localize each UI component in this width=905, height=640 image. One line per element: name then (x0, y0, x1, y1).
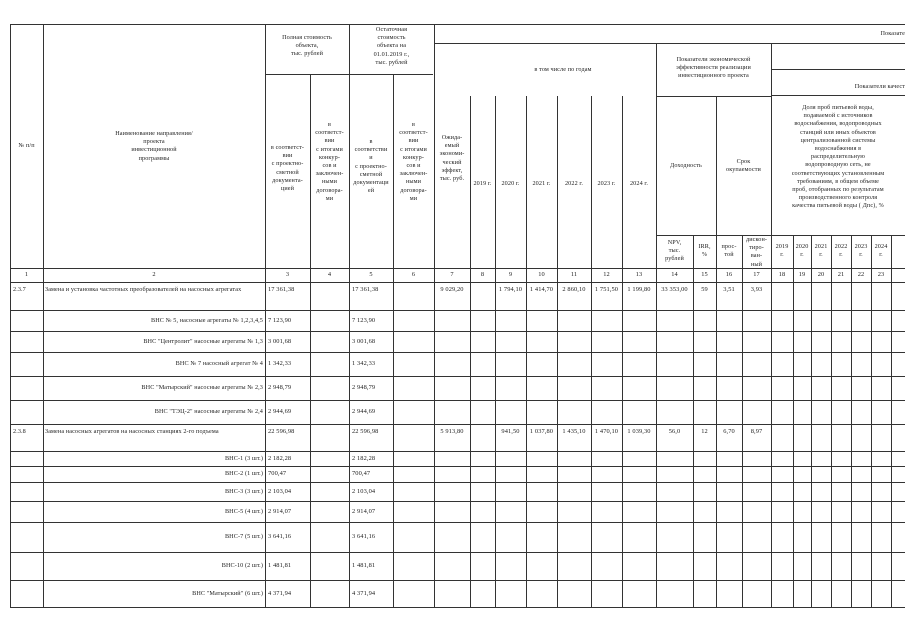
row-name: ВНС "Центролит" насосные агрегаты № 1,3 (143, 337, 263, 345)
header-q-2019: 2019 г. (775, 243, 789, 259)
header-year-2022: 2022 г. (564, 180, 583, 187)
row-value-c5: 17 361,38 (352, 286, 379, 293)
row-value-c7: 9 029,20 (440, 286, 464, 293)
row-value-c15: 59 (701, 286, 708, 293)
row-value-c3: 2 103,04 (268, 487, 292, 495)
header-q-2021: 2021 г. (814, 243, 828, 259)
header-q-2020: 2020 г. (795, 243, 809, 259)
header-col5: в соответстви и с проектно- сметной документаци ей (353, 138, 389, 195)
row-value-c11: 1 435,10 (562, 428, 586, 435)
row-value-c3: 1 342,33 (268, 360, 292, 367)
column-index-cell: 9 (508, 271, 513, 278)
header-q-2024: 2024 г. (874, 243, 888, 259)
header-col3: в соответст- вии с проектно- сметной документа- цией (270, 144, 305, 193)
row-name: ВНС-2 (1 шт.) (224, 470, 263, 477)
row-value-c5: 3 641,16 (352, 533, 376, 540)
header-profitability: Доходность (670, 162, 702, 169)
column-index-cell: 7 (450, 271, 454, 278)
row-value-c13: 1 039,30 (627, 428, 651, 435)
header-name: Наименование направления/ проекта инвестиционной программы (115, 130, 193, 162)
row-value-c5: 7 123,90 (352, 316, 376, 324)
row-name: ВНС-3 (3 шт.) (224, 487, 263, 495)
row-value-c3: 17 361,38 (268, 286, 295, 293)
row-value-c3: 1 481,81 (268, 562, 292, 569)
row-name: ВНС № 7 насосный агрегат № 4 (175, 360, 263, 367)
header-residual-cost: Остаточная стоимость объекта на 01.01.2019 г., тыс. рублей (373, 26, 410, 66)
header-year-2021: 2021 г. (532, 180, 551, 187)
row-value-c5: 2 182,28 (352, 454, 376, 462)
column-index-cell: 2 (152, 271, 156, 278)
row-value-c3: 2 948,79 (268, 384, 292, 391)
row-value-c11: 2 860,10 (562, 286, 586, 293)
column-index-cell: 14 (671, 271, 678, 278)
column-index-cell: 4 (327, 271, 332, 278)
header-efficiency: Показатели экономической эффективности реализации инвестиционного проекта (676, 56, 751, 80)
row-name: ВНС "ТЭЦ-2" насосные агрегаты № 2,4 (154, 408, 263, 415)
row-value-c15: 12 (701, 428, 708, 435)
row-value-c5: 22 596,98 (352, 428, 379, 435)
header-payback: Срок окупаемости (726, 158, 761, 174)
header-discounted: дискон- тиро- ван- ный (745, 236, 768, 268)
row-name: ВНС-10 (2 шт.) (221, 562, 263, 569)
row-value-c14: 33 353,00 (661, 286, 688, 293)
column-index-cell: 3 (285, 271, 290, 278)
header-expected-effect: Ожида- емый экономи- ческий эффект, тыс. руб. (439, 134, 465, 183)
row-value-c3: 2 944,69 (268, 408, 292, 415)
row-value-c5: 2 944,69 (352, 408, 376, 415)
row-value-c10: 1 414,70 (529, 286, 554, 293)
column-index-cell: 16 (725, 271, 733, 278)
row-value-c3: 2 182,28 (268, 454, 292, 462)
header-by-years: в том числе по годам (534, 66, 592, 73)
column-index-cell: 1 (24, 271, 29, 278)
column-index-cell: 20 (817, 271, 825, 278)
header-col6: в соответст- вии с итогами конкур- сов и заключен- ными договора- ми (399, 121, 428, 202)
row-value-c3: 2 914,07 (268, 507, 292, 515)
column-index-cell: 10 (538, 271, 545, 278)
header-indicators-cut: Показате (880, 30, 905, 37)
row-name: ВНС № 5, насосные агрегаты № 1,2,3,4,5 (150, 316, 263, 324)
header-year-2024: 2024 г. (629, 180, 648, 187)
column-index-cell: 13 (635, 271, 643, 278)
row-value-c12: 1 751,50 (594, 286, 619, 293)
column-index-cell: 18 (778, 271, 786, 278)
row-value-c5: 1 481,81 (352, 562, 376, 569)
column-index-cell: 15 (701, 271, 708, 278)
row-value-c16: 3,51 (723, 286, 735, 293)
row-value-c3: 700,47 (268, 470, 287, 477)
header-num: № п/п (18, 142, 35, 149)
column-index-cell: 17 (753, 271, 760, 278)
header-irr: IRR, % (698, 243, 711, 259)
header-col4: в соответст- вии с итогами конкур- сов и заключен- ными договора- ми (315, 121, 344, 202)
row-name: ВНС-1 (3 шт.) (224, 454, 263, 462)
row-value-c17: 8,97 (750, 428, 763, 435)
column-index-cell: 22 (857, 271, 865, 278)
row-value-c7: 5 913,80 (440, 428, 464, 435)
row-name: Замена и установка частотных преобразователей на насосных агрегатах (45, 286, 242, 293)
header-year-2020: 2020 г. (501, 180, 520, 187)
row-value-c9: 1 794,10 (498, 286, 523, 293)
row-value-c14: 56,0 (668, 428, 681, 435)
row-value-c12: 1 470,10 (594, 428, 619, 435)
header-year-2019: 2019 г. (473, 180, 492, 187)
row-value-c5: 700,47 (352, 470, 371, 477)
row-name: Замена насосных агрегатов на насосных станциях 2-го подъема (45, 428, 219, 435)
row-value-c10: 1 037,80 (529, 428, 554, 435)
column-index-cell: 21 (837, 271, 845, 278)
header-year-2023: 2023 г. (597, 180, 616, 187)
row-value-c3: 4 371,94 (268, 589, 292, 597)
row-value-c13: 1 199,80 (627, 286, 651, 293)
header-q-2023: 2023 г. (854, 243, 868, 259)
row-value-c5: 2 948,79 (352, 384, 376, 391)
row-number: 2.3.8 (13, 428, 26, 435)
row-value-c16: 6,70 (723, 428, 735, 435)
row-value-c5: 4 371,94 (352, 589, 376, 597)
header-water-share: Доля проб питьевой воды, подаваемой с источников водоснабжения, водопроводных станций или иных объектов централизованной системы водоснабжения в распределительную водопроводную сеть, не соответствующих установленным требованиям, в общем объеме проб, отобранных по результатам производственного контроля качества питьевой воды ( Дпс), % (791, 104, 885, 210)
row-number: 2.3.7 (13, 286, 26, 293)
row-value-c3: 3 001,68 (268, 337, 292, 345)
header-simple: прос- той (721, 243, 737, 259)
row-value-c3: 22 596,98 (268, 428, 295, 435)
row-name: ВНС-7 (5 шт.) (224, 533, 263, 540)
header-full-cost: Полная стоимость объекта, тыс. рублей (282, 34, 332, 58)
row-value-c3: 3 641,16 (268, 533, 292, 540)
row-value-c3: 7 123,90 (268, 316, 292, 324)
header-npv: NPV, тыс. рублей (665, 239, 684, 263)
header-quality-cut: Показатели качест (854, 83, 905, 90)
header-q-2022: 2022 г. (834, 243, 848, 259)
row-name: ВНС-5 (4 шт.) (224, 507, 263, 515)
row-name: ВНС "Матырский" (6 шт.) (192, 589, 263, 597)
row-value-c17: 3,93 (750, 286, 763, 293)
column-index-cell: 8 (480, 271, 485, 278)
column-index-cell: 12 (603, 271, 610, 278)
row-value-c5: 3 001,68 (352, 337, 376, 345)
row-name: ВНС "Матырский" насосные агрегаты № 2,3 (141, 384, 263, 391)
column-index-cell: 23 (877, 271, 885, 278)
row-value-c5: 2 103,04 (352, 487, 376, 495)
row-value-c5: 1 342,33 (352, 360, 376, 367)
column-index-cell: 6 (411, 271, 416, 278)
column-index-cell: 19 (798, 271, 806, 278)
column-index-cell: 11 (570, 271, 578, 278)
column-index-cell: 5 (369, 271, 373, 278)
row-value-c5: 2 914,07 (352, 507, 376, 515)
row-value-c9: 941,50 (501, 428, 520, 435)
